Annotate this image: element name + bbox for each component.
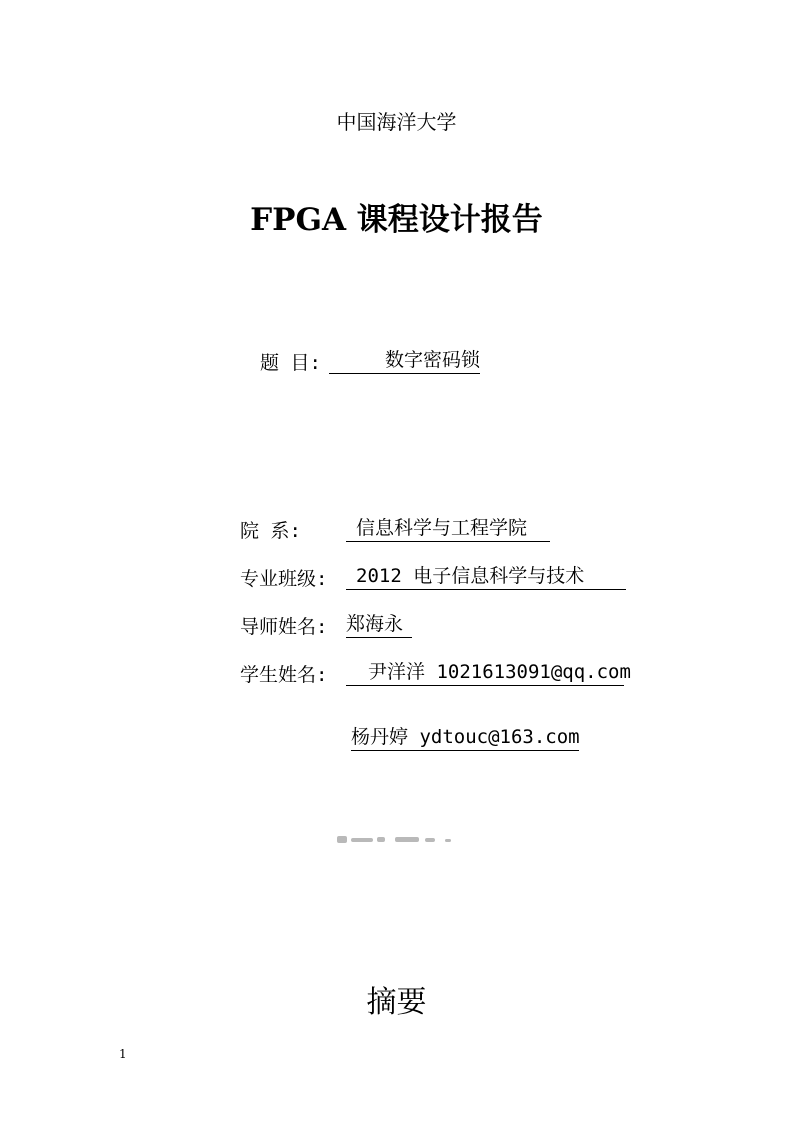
student-label: 学生姓名: <box>240 664 328 686</box>
faint-smudge-mark <box>337 832 455 846</box>
class-value: 2012 电子信息科学与技术 <box>346 564 626 590</box>
department-value: 信息科学与工程学院 <box>346 516 550 542</box>
department-label: 院 系: <box>240 520 301 542</box>
page-number: 1 <box>119 1047 127 1061</box>
topic-label: 题 目: <box>260 352 321 374</box>
class-label: 专业班级: <box>240 568 328 590</box>
topic-value: 数字密码锁 <box>329 348 480 374</box>
student-value-primary: 尹洋洋 1021613091@qq.com <box>346 660 624 686</box>
report-title: FPGA 课程设计报告 <box>250 202 543 238</box>
advisor-value: 郑海永 <box>346 612 412 638</box>
student-value-secondary: 杨丹婷 ydtouc@163.com <box>351 725 579 751</box>
university-name: 中国海洋大学 <box>336 110 457 134</box>
advisor-label: 导师姓名: <box>240 616 328 638</box>
abstract-heading: 摘要 <box>366 985 427 1020</box>
